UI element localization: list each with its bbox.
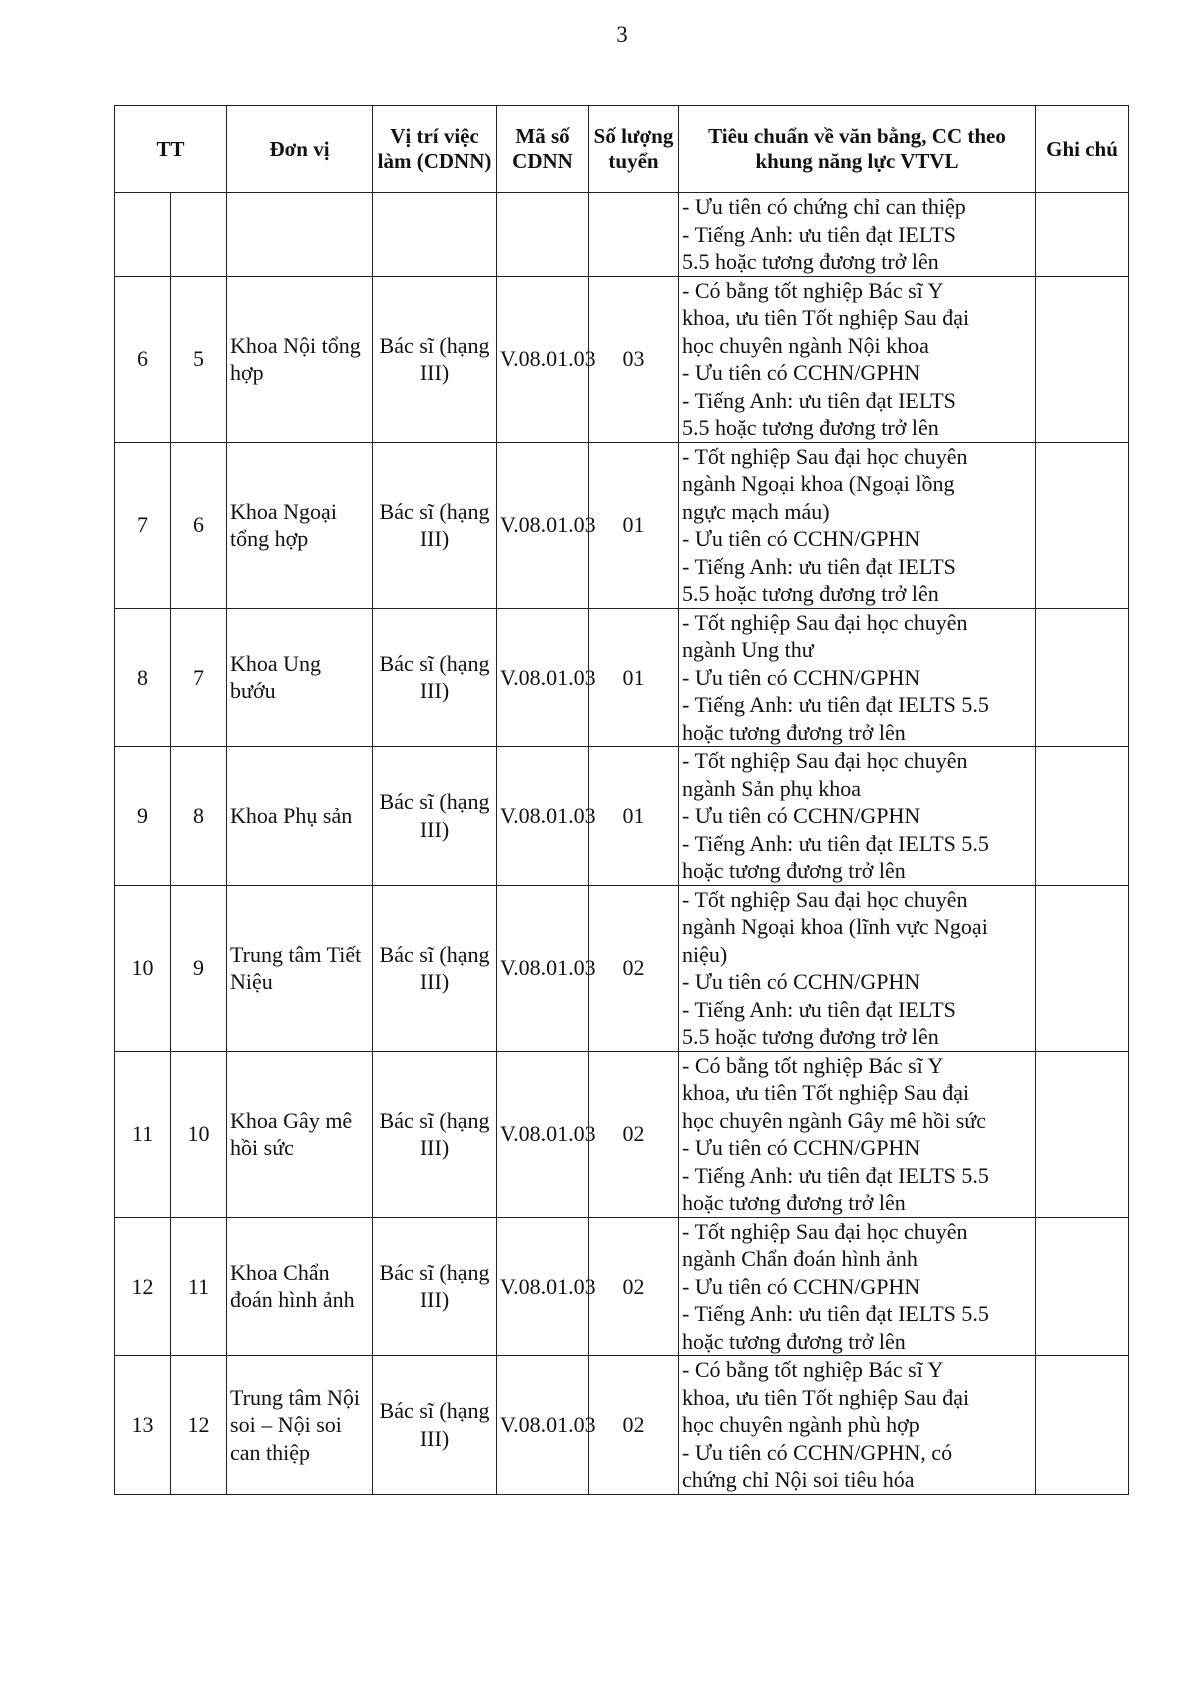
criteria-line: ngành Sản phụ khoa xyxy=(682,775,862,801)
cell-so-luong: 02 xyxy=(589,1356,679,1495)
cell-tieu-chuan xyxy=(679,1356,1036,1495)
cell-vi-tri: Bác sĩ (hạng III) xyxy=(373,276,497,442)
header-ma-so: Mã số CDNN xyxy=(497,106,589,193)
cell-ghi-chu xyxy=(1036,1217,1129,1356)
header-tieu-chuan: Tiêu chuẩn về văn bằng, CC theo khung năng lực VTVL xyxy=(679,106,1036,193)
criteria-line: - Ưu tiên có CCHN/GPHN xyxy=(682,664,921,690)
table-row xyxy=(115,1356,1129,1495)
cell-stt: 10 xyxy=(171,1051,227,1217)
cell-don-vi: Khoa Phụ sản xyxy=(227,747,373,886)
cell-don-vi: Trung tâm Nội soi – Nội soi can thiệp xyxy=(227,1356,373,1495)
criteria-line: - Tốt nghiệp Sau đại học chuyên xyxy=(682,748,968,773)
criteria-line: ngành Ngoại khoa (Ngoại lồng xyxy=(682,471,955,496)
header-so-luong: Số lượng tuyển xyxy=(589,106,679,193)
cell-tieu-chuan xyxy=(679,1051,1036,1217)
cell-tieu-chuan xyxy=(679,1217,1036,1356)
criteria-line: - Tiếng Anh: ưu tiên đạt IELTS 5.5 xyxy=(682,1162,989,1188)
cell-vi-tri: Bác sĩ (hạng III) xyxy=(373,608,497,747)
criteria-line: 5.5 hoặc tương đương trở lên xyxy=(682,249,939,274)
cell-vi-tri: Bác sĩ (hạng III) xyxy=(373,1217,497,1356)
criteria-line: - Có bằng tốt nghiệp Bác sĩ Y xyxy=(682,277,944,303)
criteria-line: chứng chỉ Nội soi tiêu hóa xyxy=(682,1467,915,1492)
cell-vi-tri: Bác sĩ (hạng III) xyxy=(373,1051,497,1217)
criteria-line: - Tốt nghiệp Sau đại học chuyên xyxy=(682,443,968,469)
criteria-line: - Ưu tiên có CCHN/GPHN xyxy=(682,803,921,828)
continuation-row xyxy=(115,193,1129,277)
cell-ma-so: V.08.01.03 xyxy=(497,885,589,1051)
cell-ghi-chu xyxy=(1036,885,1129,1051)
criteria-line: - Ưu tiên có CCHN/GPHN, có xyxy=(682,1439,953,1465)
cell-vi-tri: Bác sĩ (hạng III) xyxy=(373,442,497,608)
criteria-line: - Ưu tiên có CCHN/GPHN xyxy=(682,1273,921,1299)
cell-stt: 9 xyxy=(171,885,227,1051)
criteria-line: - Tiếng Anh: ưu tiên đạt IELTS 5.5 xyxy=(682,692,989,717)
criteria-line: - Tốt nghiệp Sau đại học chuyên xyxy=(682,886,968,912)
criteria-line: ngực mạch máu) xyxy=(682,498,830,524)
criteria-line: hoặc tương đương trở lên xyxy=(682,1328,906,1354)
cell-vi-tri: Bác sĩ (hạng III) xyxy=(373,747,497,886)
cell-tieu-chuan xyxy=(679,193,1036,277)
table-row xyxy=(115,608,1129,747)
criteria-line: học chuyên ngành phù hợp xyxy=(682,1412,920,1437)
criteria-line: - Ưu tiên có CCHN/GPHN xyxy=(682,1135,921,1160)
cell-ma-so: V.08.01.03 xyxy=(497,442,589,608)
cell-don-vi: Khoa Ung bướu xyxy=(227,608,373,747)
cell-tt: 11 xyxy=(115,1051,171,1217)
criteria-line: 5.5 hoặc tương đương trở lên xyxy=(682,415,939,440)
cell-ma-so: V.08.01.03 xyxy=(497,1051,589,1217)
criteria-line: - Tiếng Anh: ưu tiên đạt IELTS xyxy=(682,387,956,413)
criteria-line: - Tiếng Anh: ưu tiên đạt IELTS xyxy=(682,996,956,1022)
cell-ghi-chu xyxy=(1036,608,1129,747)
criteria-line: - Ưu tiên có chứng chỉ can thiệp xyxy=(682,194,966,219)
cell-tt: 13 xyxy=(115,1356,171,1495)
cell-don-vi: Khoa Ngoại tổng hợp xyxy=(227,442,373,608)
table-header xyxy=(115,106,1129,193)
cell-so-luong: 03 xyxy=(589,276,679,442)
cell-don-vi: Khoa Chẩn đoán hình ảnh xyxy=(227,1217,373,1356)
cell-so-luong: 01 xyxy=(589,442,679,608)
cell-ghi-chu xyxy=(1036,442,1129,608)
cell-so-luong: 01 xyxy=(589,747,679,886)
criteria-line: ngành Ngoại khoa (lĩnh vực Ngoại xyxy=(682,914,988,939)
cell-tt: 6 xyxy=(115,276,171,442)
recruitment-table xyxy=(114,105,1129,1495)
cell-ghi-chu xyxy=(1036,1051,1129,1217)
criteria-line: ngành Ung thư xyxy=(682,637,814,662)
cell-empty xyxy=(373,193,497,277)
cell-tieu-chuan xyxy=(679,747,1036,886)
table-row xyxy=(115,885,1129,1051)
cell-ma-so: V.08.01.03 xyxy=(497,747,589,886)
cell-tt: 10 xyxy=(115,885,171,1051)
criteria-line: - Ưu tiên có CCHN/GPHN xyxy=(682,969,921,994)
cell-vi-tri: Bác sĩ (hạng III) xyxy=(373,1356,497,1495)
criteria-line: hoặc tương đương trở lên xyxy=(682,719,906,745)
cell-don-vi: Khoa Gây mê hồi sức xyxy=(227,1051,373,1217)
criteria-line: học chuyên ngành Gây mê hồi sức xyxy=(682,1107,986,1133)
header-don-vi: Đơn vị xyxy=(227,106,373,193)
cell-ghi-chu xyxy=(1036,747,1129,886)
cell-empty xyxy=(589,193,679,277)
cell-tt: 12 xyxy=(115,1217,171,1356)
criteria-line: niệu) xyxy=(682,941,728,967)
table-row xyxy=(115,442,1129,608)
header-ghi-chu: Ghi chú xyxy=(1036,106,1129,193)
table-row xyxy=(115,747,1129,886)
cell-tt: 7 xyxy=(115,442,171,608)
cell-so-luong: 02 xyxy=(589,1217,679,1356)
criteria-line: - Có bằng tốt nghiệp Bác sĩ Y xyxy=(682,1052,944,1078)
criteria-line: 5.5 hoặc tương đương trở lên xyxy=(682,581,939,606)
table-row xyxy=(115,1051,1129,1217)
cell-don-vi: Trung tâm Tiết Niệu xyxy=(227,885,373,1051)
cell-tieu-chuan xyxy=(679,885,1036,1051)
criteria-line: - Tiếng Anh: ưu tiên đạt IELTS xyxy=(682,221,956,247)
cell-ma-so: V.08.01.03 xyxy=(497,1217,589,1356)
criteria-line: khoa, ưu tiên Tốt nghiệp Sau đại xyxy=(682,305,970,330)
cell-ma-so: V.08.01.03 xyxy=(497,1356,589,1495)
cell-ghi-chu xyxy=(1036,1356,1129,1495)
cell-stt: 11 xyxy=(171,1217,227,1356)
criteria-line: ngành Chẩn đoán hình ảnh xyxy=(682,1246,918,1271)
criteria-line: - Tiếng Anh: ưu tiên đạt IELTS 5.5 xyxy=(682,830,989,856)
cell-empty xyxy=(115,193,171,277)
table-row xyxy=(115,1217,1129,1356)
criteria-line: - Ưu tiên có CCHN/GPHN xyxy=(682,360,921,385)
criteria-line: hoặc tương đương trở lên xyxy=(682,1190,906,1215)
cell-tieu-chuan xyxy=(679,608,1036,747)
criteria-line: - Ưu tiên có CCHN/GPHN xyxy=(682,526,921,551)
cell-stt: 7 xyxy=(171,608,227,747)
cell-empty xyxy=(497,193,589,277)
cell-stt: 8 xyxy=(171,747,227,886)
page-number: 3 xyxy=(616,22,628,47)
cell-vi-tri: Bác sĩ (hạng III) xyxy=(373,885,497,1051)
criteria-line: khoa, ưu tiên Tốt nghiệp Sau đại xyxy=(682,1384,970,1410)
criteria-line: học chuyên ngành Nội khoa xyxy=(682,332,929,358)
criteria-line: khoa, ưu tiên Tốt nghiệp Sau đại xyxy=(682,1080,970,1105)
cell-empty xyxy=(227,193,373,277)
cell-stt: 5 xyxy=(171,276,227,442)
cell-tt: 9 xyxy=(115,747,171,886)
criteria-line: - Có bằng tốt nghiệp Bác sĩ Y xyxy=(682,1357,944,1382)
cell-tieu-chuan xyxy=(679,276,1036,442)
cell-stt: 6 xyxy=(171,442,227,608)
cell-ghi-chu xyxy=(1036,193,1129,277)
criteria-line: - Tốt nghiệp Sau đại học chuyên xyxy=(682,609,968,635)
cell-ghi-chu xyxy=(1036,276,1129,442)
criteria-line: - Tiếng Anh: ưu tiên đạt IELTS xyxy=(682,553,956,579)
header-vi-tri: Vị trí việc làm (CDNN) xyxy=(373,106,497,193)
cell-ma-so: V.08.01.03 xyxy=(497,276,589,442)
criteria-line: - Tiếng Anh: ưu tiên đạt IELTS 5.5 xyxy=(682,1301,989,1326)
cell-stt: 12 xyxy=(171,1356,227,1495)
criteria-line: - Tốt nghiệp Sau đại học chuyên xyxy=(682,1218,968,1244)
cell-so-luong: 01 xyxy=(589,608,679,747)
cell-so-luong: 02 xyxy=(589,1051,679,1217)
table-body xyxy=(115,193,1129,1495)
criteria-line: hoặc tương đương trở lên xyxy=(682,858,906,883)
cell-so-luong: 02 xyxy=(589,885,679,1051)
cell-empty xyxy=(171,193,227,277)
header-tt: TT xyxy=(115,106,227,193)
criteria-line: 5.5 hoặc tương đương trở lên xyxy=(682,1024,939,1049)
cell-don-vi: Khoa Nội tổng hợp xyxy=(227,276,373,442)
cell-ma-so: V.08.01.03 xyxy=(497,608,589,747)
cell-tt: 8 xyxy=(115,608,171,747)
cell-tieu-chuan xyxy=(679,442,1036,608)
table-row xyxy=(115,276,1129,442)
